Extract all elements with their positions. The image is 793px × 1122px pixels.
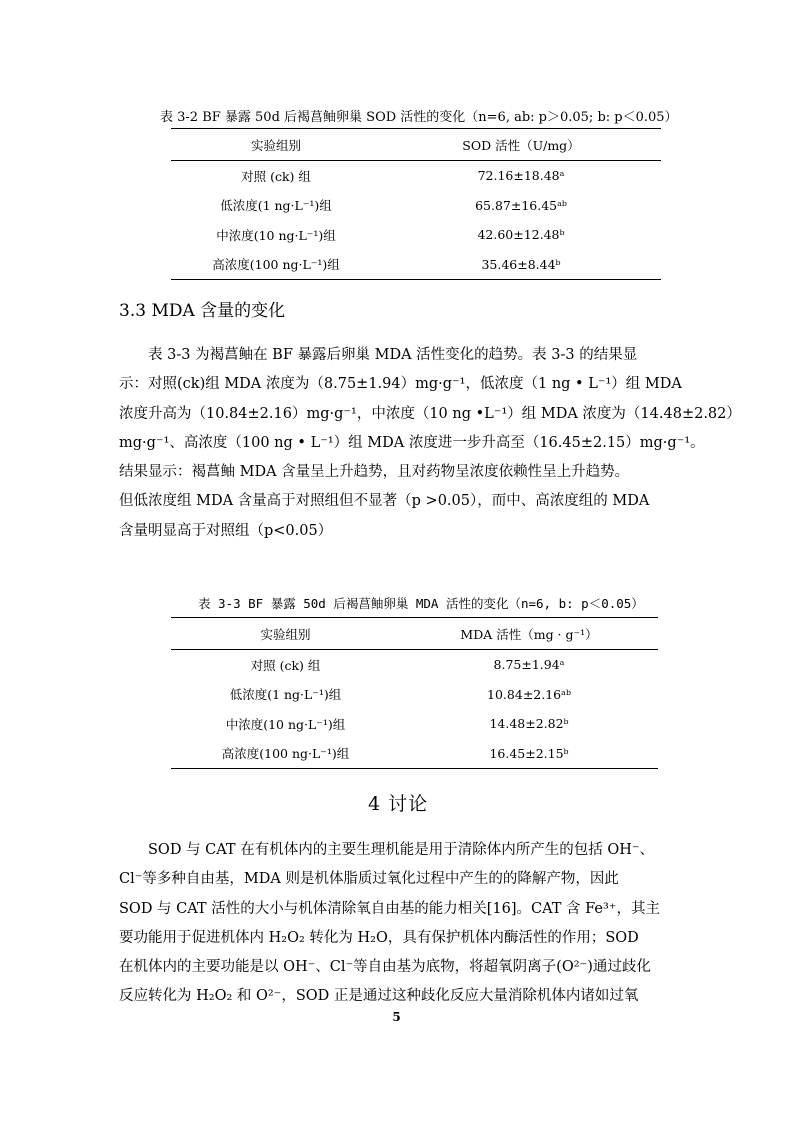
paragraph-line: 但低浓度组 MDA 含量高于对照组但不显著（p >0.05），而中、高浓度组的 MDA xyxy=(119,493,650,510)
cell-group: 中浓度(10 ng·L⁻¹)组 xyxy=(216,227,336,243)
cell-group: 低浓度(1 ng·L⁻¹)组 xyxy=(229,687,342,703)
table-row xyxy=(171,650,658,680)
paragraph-line: 示：对照(ck)组 MDA 浓度为（8.75±1.94）mg·g⁻¹，低浓度（1 ng • L⁻¹）组 MDA xyxy=(119,376,682,393)
cell-group: 高浓度(100 ng·L⁻¹)组 xyxy=(212,257,340,273)
paragraph-line: 反应转化为 H₂O₂ 和 O²⁻，SOD 正是通过这种歧化反应大量消除机体内诸如过氧 xyxy=(119,988,639,1005)
table-3-2-caption: 表 3-2 BF 暴露 50d 后褐菖鲉卵巢 SOD 活性的变化（n=6, ab: p＞0.05; b: p＜0.05） xyxy=(160,110,678,125)
cell-value: 8.75±1.94ᵃ xyxy=(493,657,565,673)
cell-value: 72.16±18.48ᵃ xyxy=(477,168,565,184)
paragraph-line: 在机体内的主要功能是以 OH⁻、Cl⁻等自由基为底物，将超氧阴离子(O²⁻)通过歧化 xyxy=(119,959,651,976)
cell-value: 10.84±2.16ᵃᵇ xyxy=(487,686,571,702)
cell-value: 35.46±8.44ᵇ xyxy=(481,256,561,272)
paragraph-line: Cl⁻等多种自由基，MDA 则是机体脂质过氧化过程中产生的的降解产物，因此 xyxy=(119,871,619,888)
paragraph-line: SOD 与 CAT 活性的大小与机体清除氧自由基的能力相关[16]。CAT 含 Fe³⁺，其主 xyxy=(119,900,660,917)
table-3-2 xyxy=(171,128,661,280)
page-number: 5 xyxy=(392,1010,401,1024)
table-row xyxy=(171,739,658,769)
paragraph-line: 表 3-3 为褐菖鲉在 BF 暴露后卵巢 MDA 活性变化的趋势。表 3-3 的结果显 xyxy=(119,347,638,363)
cell-value: 65.87±16.45ᵃᵇ xyxy=(475,197,567,213)
column-header-mda: MDA 活性（mg · g⁻¹） xyxy=(460,626,598,642)
table-row xyxy=(171,709,658,739)
section-3-3-heading: 3.3 MDA 含量的变化 xyxy=(119,301,286,321)
table-row xyxy=(171,191,661,221)
cell-group: 对照 (ck) 组 xyxy=(241,168,311,184)
table-row xyxy=(171,680,658,710)
cell-value: 42.60±12.48ᵇ xyxy=(477,227,565,243)
paragraph-line: 浓度升高为（10.84±2.16）mg·g⁻¹，中浓度（10 ng •L⁻¹）组 MDA 浓度为（14.48±2.82） xyxy=(119,405,741,422)
table-header-row xyxy=(171,618,658,650)
column-header-sod: SOD 活性（U/mg） xyxy=(462,137,580,153)
table-3-3-caption: 表 3-3 BF 暴露 50d 后褐菖鲉卵巢 MDA 活性的变化（n=6, b: p＜0.05） xyxy=(198,596,644,611)
paragraph-line: 结果显示：褐菖鲉 MDA 含量呈上升趋势，且对药物呈浓度依赖性呈上升趋势。 xyxy=(119,464,630,481)
table-row xyxy=(171,250,661,280)
cell-group: 低浓度(1 ng·L⁻¹)组 xyxy=(220,198,332,214)
section-4-heading: 4 讨论 xyxy=(368,793,429,815)
cell-value: 14.48±2.82ᵇ xyxy=(489,716,569,732)
section-4-paragraph xyxy=(119,836,675,1012)
table-row xyxy=(171,161,661,191)
cell-group: 对照 (ck) 组 xyxy=(250,657,321,673)
cell-group: 中浓度(10 ng·L⁻¹)组 xyxy=(225,716,346,732)
section-3-3-paragraph xyxy=(119,341,741,546)
paragraph-line: 含量明显高于对照组（p<0.05） xyxy=(119,522,333,539)
paragraph-line: 要功能用于促进机体内 H₂O₂ 转化为 H₂O，具有保护机体内酶活性的作用；SOD xyxy=(119,929,639,946)
paragraph-line: mg·g⁻¹、高浓度（100 ng • L⁻¹）组 MDA 浓度进一步升高至（16.45±2.15）mg·g⁻¹。 xyxy=(119,434,705,451)
table-3-3 xyxy=(171,617,658,769)
table-header-row xyxy=(171,129,661,161)
paragraph-line: SOD 与 CAT 在有机体内的主要生理机能是用于清除体内所产生的包括 OH⁻、 xyxy=(119,842,655,858)
cell-group: 高浓度(100 ng·L⁻¹)组 xyxy=(221,746,350,762)
column-header-group: 实验组别 xyxy=(260,626,311,642)
cell-value: 16.45±2.15ᵇ xyxy=(489,745,569,761)
column-header-group: 实验组别 xyxy=(250,137,301,153)
table-row xyxy=(171,220,661,250)
